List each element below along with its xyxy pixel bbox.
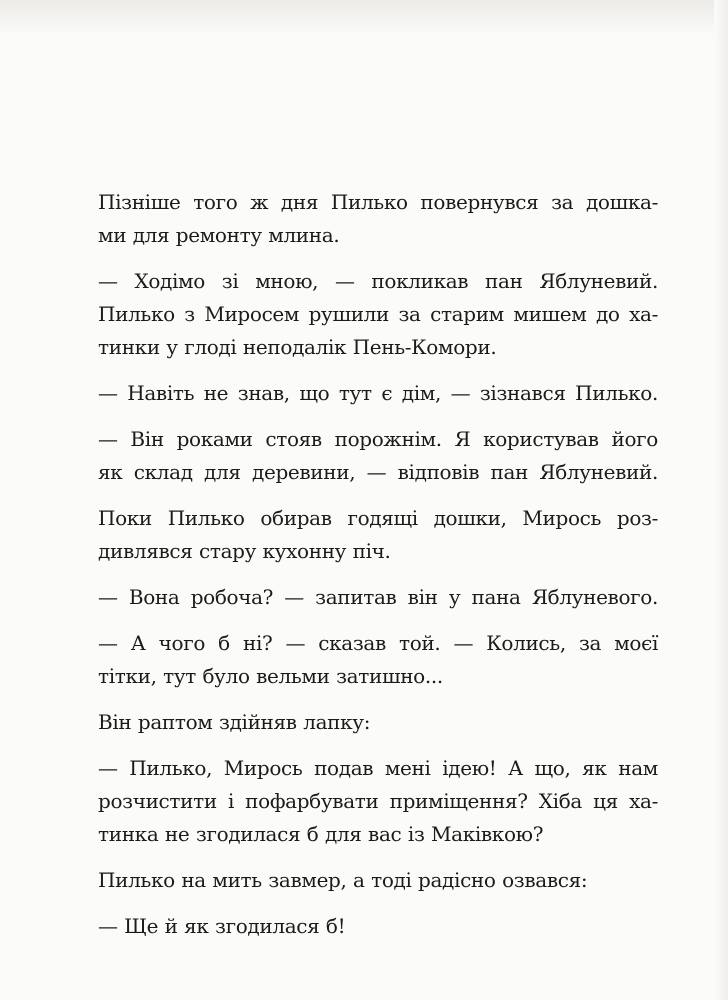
- page-top-shadow: [0, 0, 728, 36]
- text-line: — Навіть не знав, що тут є дім, — зізнався Пилько.: [98, 381, 658, 405]
- text-line: ми для ремонту млина.: [98, 223, 340, 247]
- text-line: Пилько на мить завмер, а тоді радісно озвався:: [98, 868, 588, 892]
- text-line: Пилько з Миросем рушили за старим мишем до ха-: [98, 302, 658, 326]
- text-line: — Ще й як згодилася б!: [98, 914, 346, 938]
- text-line: Він раптом здійняв лапку:: [98, 710, 371, 734]
- paragraph: [98, 706, 658, 739]
- paragraph: [98, 377, 658, 410]
- page-right-shadow: [714, 0, 728, 1000]
- paragraph: [98, 423, 658, 489]
- paragraph: [98, 265, 658, 364]
- text-line: тинки у глоді неподалік Пень-Комори.: [98, 335, 497, 359]
- text-line: розчистити і пофарбувати приміщення? Хіба ця ха-: [98, 789, 658, 813]
- paragraph: [98, 502, 658, 568]
- text-line: Поки Пилько обирав годящі дошки, Мирось роз-: [98, 506, 658, 530]
- text-line: дивлявся стару кухонну піч.: [98, 539, 391, 563]
- text-line: Пізніше того ж дня Пилько повернувся за дошка-: [98, 190, 658, 214]
- text-line: тинка не згодилася б для вас із Маківкою?: [98, 822, 544, 846]
- text-line: — Він роками стояв порожнім. Я користував його: [98, 427, 658, 451]
- story-text: [98, 186, 658, 943]
- text-line: — Пилько, Мирось подав мені ідею! А що, як нам: [98, 756, 658, 780]
- text-line: — Ходімо зі мною, — покликав пан Яблуневий.: [98, 269, 658, 293]
- paragraph: [98, 752, 658, 851]
- paragraph: [98, 910, 658, 943]
- text-line: тітки, тут було вельми затишно...: [98, 664, 443, 688]
- text-line: — А чого б ні? — сказав той. — Колись, за моєї: [98, 631, 658, 655]
- text-line: як склад для деревини, — відповів пан Яблуневий.: [98, 460, 658, 484]
- paragraph: [98, 627, 658, 693]
- paragraph: [98, 864, 658, 897]
- paragraph: [98, 581, 658, 614]
- text-line: — Вона робоча? — запитав він у пана Яблуневого.: [98, 585, 658, 609]
- paragraph: [98, 186, 658, 252]
